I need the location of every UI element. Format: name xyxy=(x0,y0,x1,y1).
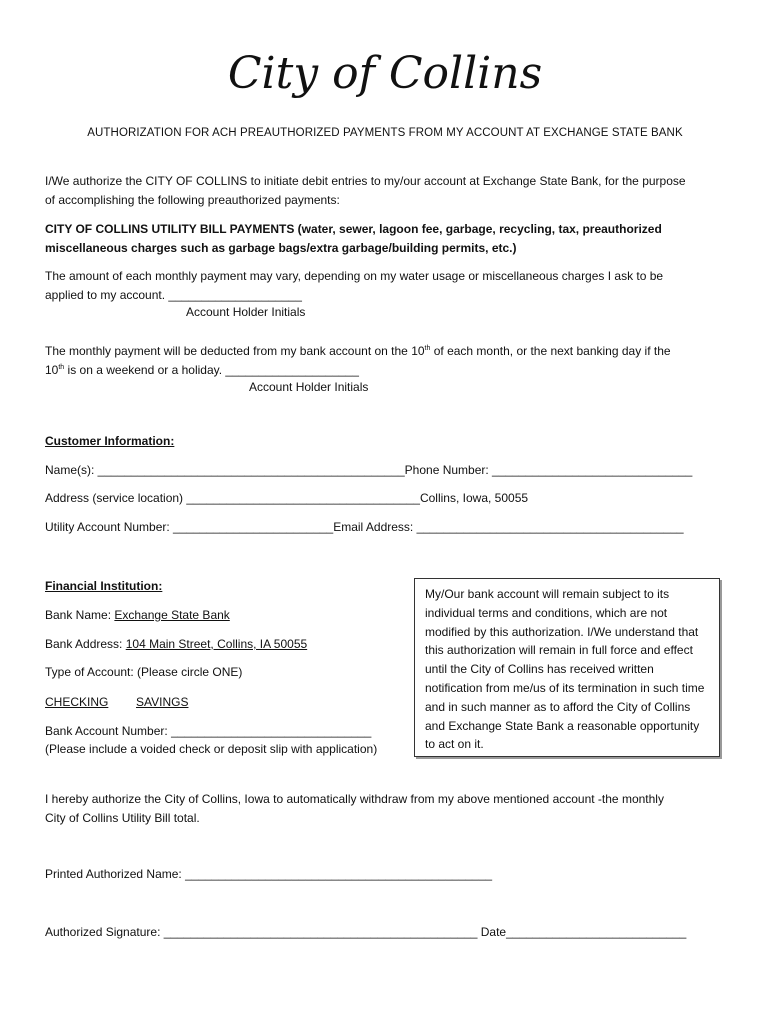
bank-address: Bank Address: 104 Main Street, Collins, IA 50055 xyxy=(45,637,308,651)
deduction-initials-label: Account Holder Initials xyxy=(249,380,369,394)
customer-heading: Customer Information: xyxy=(45,434,175,448)
intro-line-1: I/We authorize the CITY OF COLLINS to initiate debit entries to my/our account at Exchange State Bank, for the purpose xyxy=(45,174,686,188)
signature-date-field[interactable]: Authorized Signature: _______________________________________________ Date___________________________ xyxy=(45,925,687,939)
deduction-line-1: The monthly payment will be deducted from my bank account on the 10th of each month, or the next banking day if the xyxy=(45,344,671,358)
bank-name: Bank Name: Exchange State Bank xyxy=(45,608,230,622)
authorization-line-1: I hereby authorize the City of Collins, Iowa to automatically withdraw from my above mentioned account -the monthly xyxy=(45,792,664,806)
form-subtitle: AUTHORIZATION FOR ACH PREAUTHORIZED PAYMENTS FROM MY ACCOUNT AT EXCHANGE STATE BANK xyxy=(87,127,683,139)
deduction-line-2[interactable]: 10th is on a weekend or a holiday. ____________________ xyxy=(45,363,359,377)
utility-heading xyxy=(45,220,735,258)
amount-initials-label: Account Holder Initials xyxy=(186,305,306,319)
bank-name-value: Exchange State Bank xyxy=(114,608,230,622)
page-title: City of Collins xyxy=(227,48,543,99)
bank-address-value: 104 Main Street, Collins, IA 50055 xyxy=(125,637,308,651)
intro-paragraph xyxy=(45,172,735,210)
name-phone-field[interactable]: Name(s): ______________________________________________Phone Number: ______________________________ xyxy=(45,463,693,477)
utility-account-email-field[interactable]: Utility Account Number: ________________________Email Address: ________________________________________ xyxy=(45,520,684,534)
option-checking[interactable]: CHECKING xyxy=(45,695,109,709)
printed-name-field[interactable]: Printed Authorized Name: ______________________________________________ xyxy=(45,867,493,881)
address-field[interactable]: Address (service location) ___________________________________Collins, Iowa, 50055 xyxy=(45,491,529,505)
amount-line-1: The amount of each monthly payment may vary, depending on my water usage or miscellaneous charges I ask to be xyxy=(45,269,664,283)
amount-line-2[interactable]: applied to my account. ____________________ xyxy=(45,288,302,302)
bank-account-note: (Please include a voided check or deposit slip with application) xyxy=(45,742,378,756)
option-savings[interactable]: SAVINGS xyxy=(136,695,189,709)
bank-account-number-field[interactable]: Bank Account Number: ______________________________ xyxy=(45,724,372,738)
deduction-clause xyxy=(45,342,735,380)
amount-clause xyxy=(45,267,735,305)
notice-box xyxy=(414,578,720,757)
intro-line-2: of accomplishing the following preauthorized payments: xyxy=(45,193,340,207)
financial-heading: Financial Institution: xyxy=(45,579,163,593)
notice-text: My/Our bank account will remain subject to its individual terms and conditions, which are not modified by this authorization. I/We understand that this authorization will remain in full force and effect until the City of Collins has received written notification from me/us of its termination in such time and in such manner as to afford the City of Collins and Exchange State Bank a reasonable opportunity to act on it. xyxy=(425,587,705,752)
authorization-line-2: City of Collins Utility Bill total. xyxy=(45,811,200,825)
account-type-prompt: Type of Account: (Please circle ONE) xyxy=(45,665,243,679)
authorization-paragraph xyxy=(45,790,735,828)
utility-heading-line-1: CITY OF COLLINS UTILITY BILL PAYMENTS (water, sewer, lagoon fee, garbage, recycling, tax, preauthorized xyxy=(45,222,662,236)
utility-heading-line-2: miscellaneous charges such as garbage bags/extra garbage/building permits, etc.) xyxy=(45,241,517,255)
